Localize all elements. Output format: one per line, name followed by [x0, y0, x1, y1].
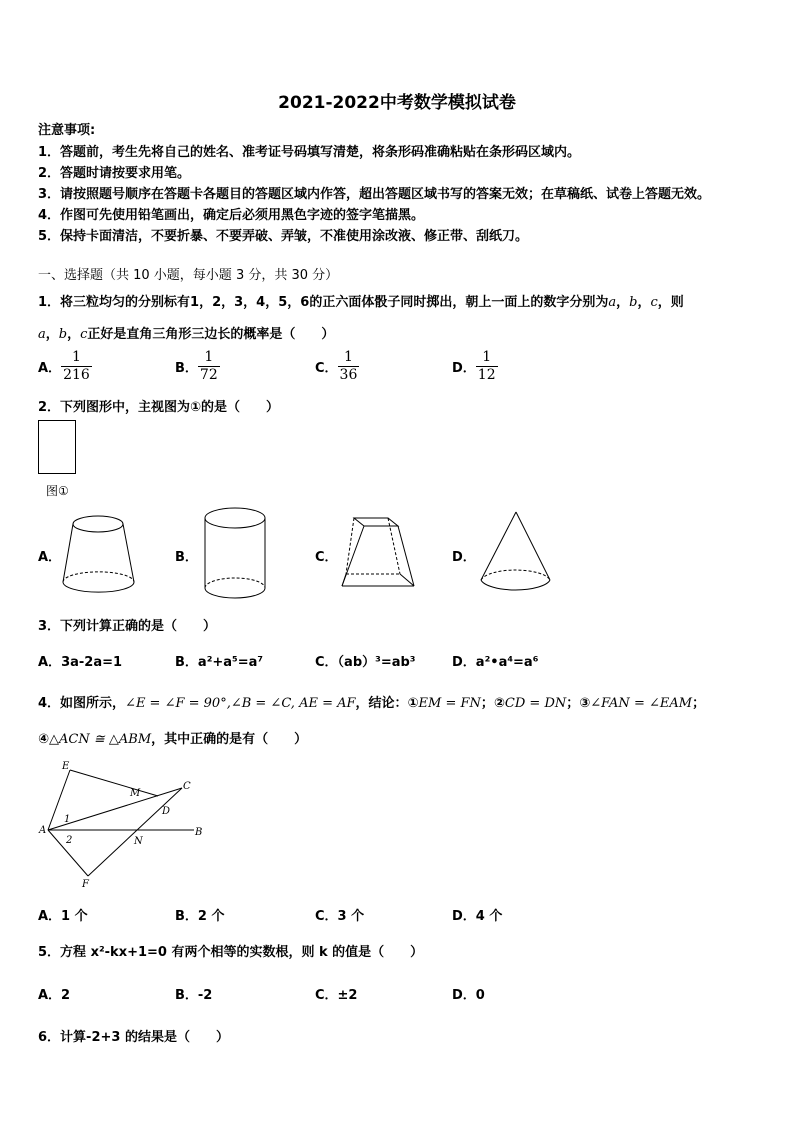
q4-option-c[interactable]: C．3 个	[315, 909, 365, 924]
notice-item: 5．保持卡面清洁，不要折暴、不要弄破、弄皱，不准使用涂改液、修正带、刮纸刀。	[38, 229, 529, 244]
q1-option-d[interactable]: D． $\frac{1}{12}$	[452, 349, 496, 383]
notice-item: 2．答题时请按要求用笔。	[38, 166, 191, 181]
notice-item: 4．作图可先使用铅笔画出，确定后必须用黑色字迹的签字笔描黑。	[38, 208, 425, 223]
question-2: 2．下列图形中，主视图为①的是（ ）	[38, 400, 280, 415]
q4-option-a[interactable]: A．1 个	[38, 909, 88, 924]
label-C: C	[183, 781, 191, 792]
label-A: A	[39, 825, 47, 836]
cone-figure	[476, 508, 556, 600]
question-5: 5．方程 x²-kx+1=0 有两个相等的实数根，则 k 的值是（ ）	[38, 945, 424, 960]
q1-option-b[interactable]: B． $\frac{1}{72}$	[175, 349, 218, 383]
page-title: 2021-2022中考数学模拟试卷	[278, 93, 516, 113]
fraction: $\frac{1}{216}$	[63, 349, 90, 383]
question-6: 6．计算-2+3 的结果是（ ）	[38, 1030, 229, 1045]
q3-option-d[interactable]: D．a²•a⁴=a⁶	[452, 655, 539, 670]
label-M: M	[130, 788, 141, 799]
notice-item: 3．请按照题号顺序在答题卡各题目的答题区域内作答，超出答题区域书写的答案无效；在草稿纸、试卷上答题无效。	[38, 187, 711, 202]
question-4-line-1: 4．如图所示，∠E = ∠F = 90°,∠B = ∠C, AE = AF，结论：①EM = FN；②CD = DN；③∠FAN = ∠EAM；	[38, 696, 706, 711]
q3-option-a[interactable]: A．3a-2a=1	[38, 655, 123, 670]
q2-option-c-label[interactable]: C．	[315, 550, 338, 565]
front-view-rectangle-figure	[38, 420, 76, 474]
frustum-figure	[58, 512, 140, 602]
fraction: $\frac{1}{36}$	[339, 349, 358, 383]
q5-option-c[interactable]: C．±2	[315, 988, 358, 1003]
q2-option-b-label[interactable]: B．	[175, 550, 198, 565]
label-F: F	[82, 879, 89, 890]
q1-option-a[interactable]: A． $\frac{1}{216}$	[38, 349, 90, 383]
question-3: 3．下列计算正确的是（ ）	[38, 619, 217, 634]
q2-option-d-label[interactable]: D．	[452, 550, 476, 565]
notice-heading: 注意事项:	[38, 123, 96, 138]
q5-option-d[interactable]: D．0	[452, 988, 485, 1003]
section-heading: 一、选择题（共 10 小题，每小题 3 分，共 30 分）	[38, 268, 339, 283]
geometry-figure	[38, 756, 208, 892]
label-N: N	[134, 836, 143, 847]
cylinder-figure	[200, 506, 270, 606]
question-1-line-1: 1．将三粒均匀的分别标有1，2，3，4，5，6的正六面体骰子同时掷出，朝上一面上的数字分别为a，b，c，则	[38, 295, 684, 310]
question-1-line-2: a，b，c正好是直角三角形三边长的概率是（ ）	[38, 327, 335, 342]
figure-caption: 图①	[46, 484, 69, 498]
label-E: E	[62, 761, 70, 772]
q5-option-a[interactable]: A．2	[38, 988, 71, 1003]
fraction: $\frac{1}{72}$	[199, 349, 218, 383]
label-angle-1: 1	[64, 814, 71, 825]
q3-option-b[interactable]: B．a²+a⁵=a⁷	[175, 655, 264, 670]
notice-item: 1．答题前，考生先将自己的姓名、准考证号码填写清楚，将条形码准确粘贴在条形码区域内。	[38, 145, 581, 160]
q2-option-a-label[interactable]: A．	[38, 550, 62, 565]
fraction: $\frac{1}{12}$	[477, 349, 496, 383]
q5-option-b[interactable]: B．-2	[175, 988, 213, 1003]
prism-frustum-figure	[338, 512, 426, 596]
label-D: D	[162, 806, 171, 817]
label-B: B	[195, 827, 203, 838]
q4-option-d[interactable]: D．4 个	[452, 909, 503, 924]
label-angle-2: 2	[66, 835, 73, 846]
q1-option-c[interactable]: C． $\frac{1}{36}$	[315, 349, 358, 383]
question-4-line-2: ④△ACN ≅ △ABM，其中正确的是有（ ）	[38, 732, 308, 747]
q3-option-c[interactable]: C．（ab）³=ab³	[315, 655, 416, 670]
q4-option-b[interactable]: B．2 个	[175, 909, 225, 924]
